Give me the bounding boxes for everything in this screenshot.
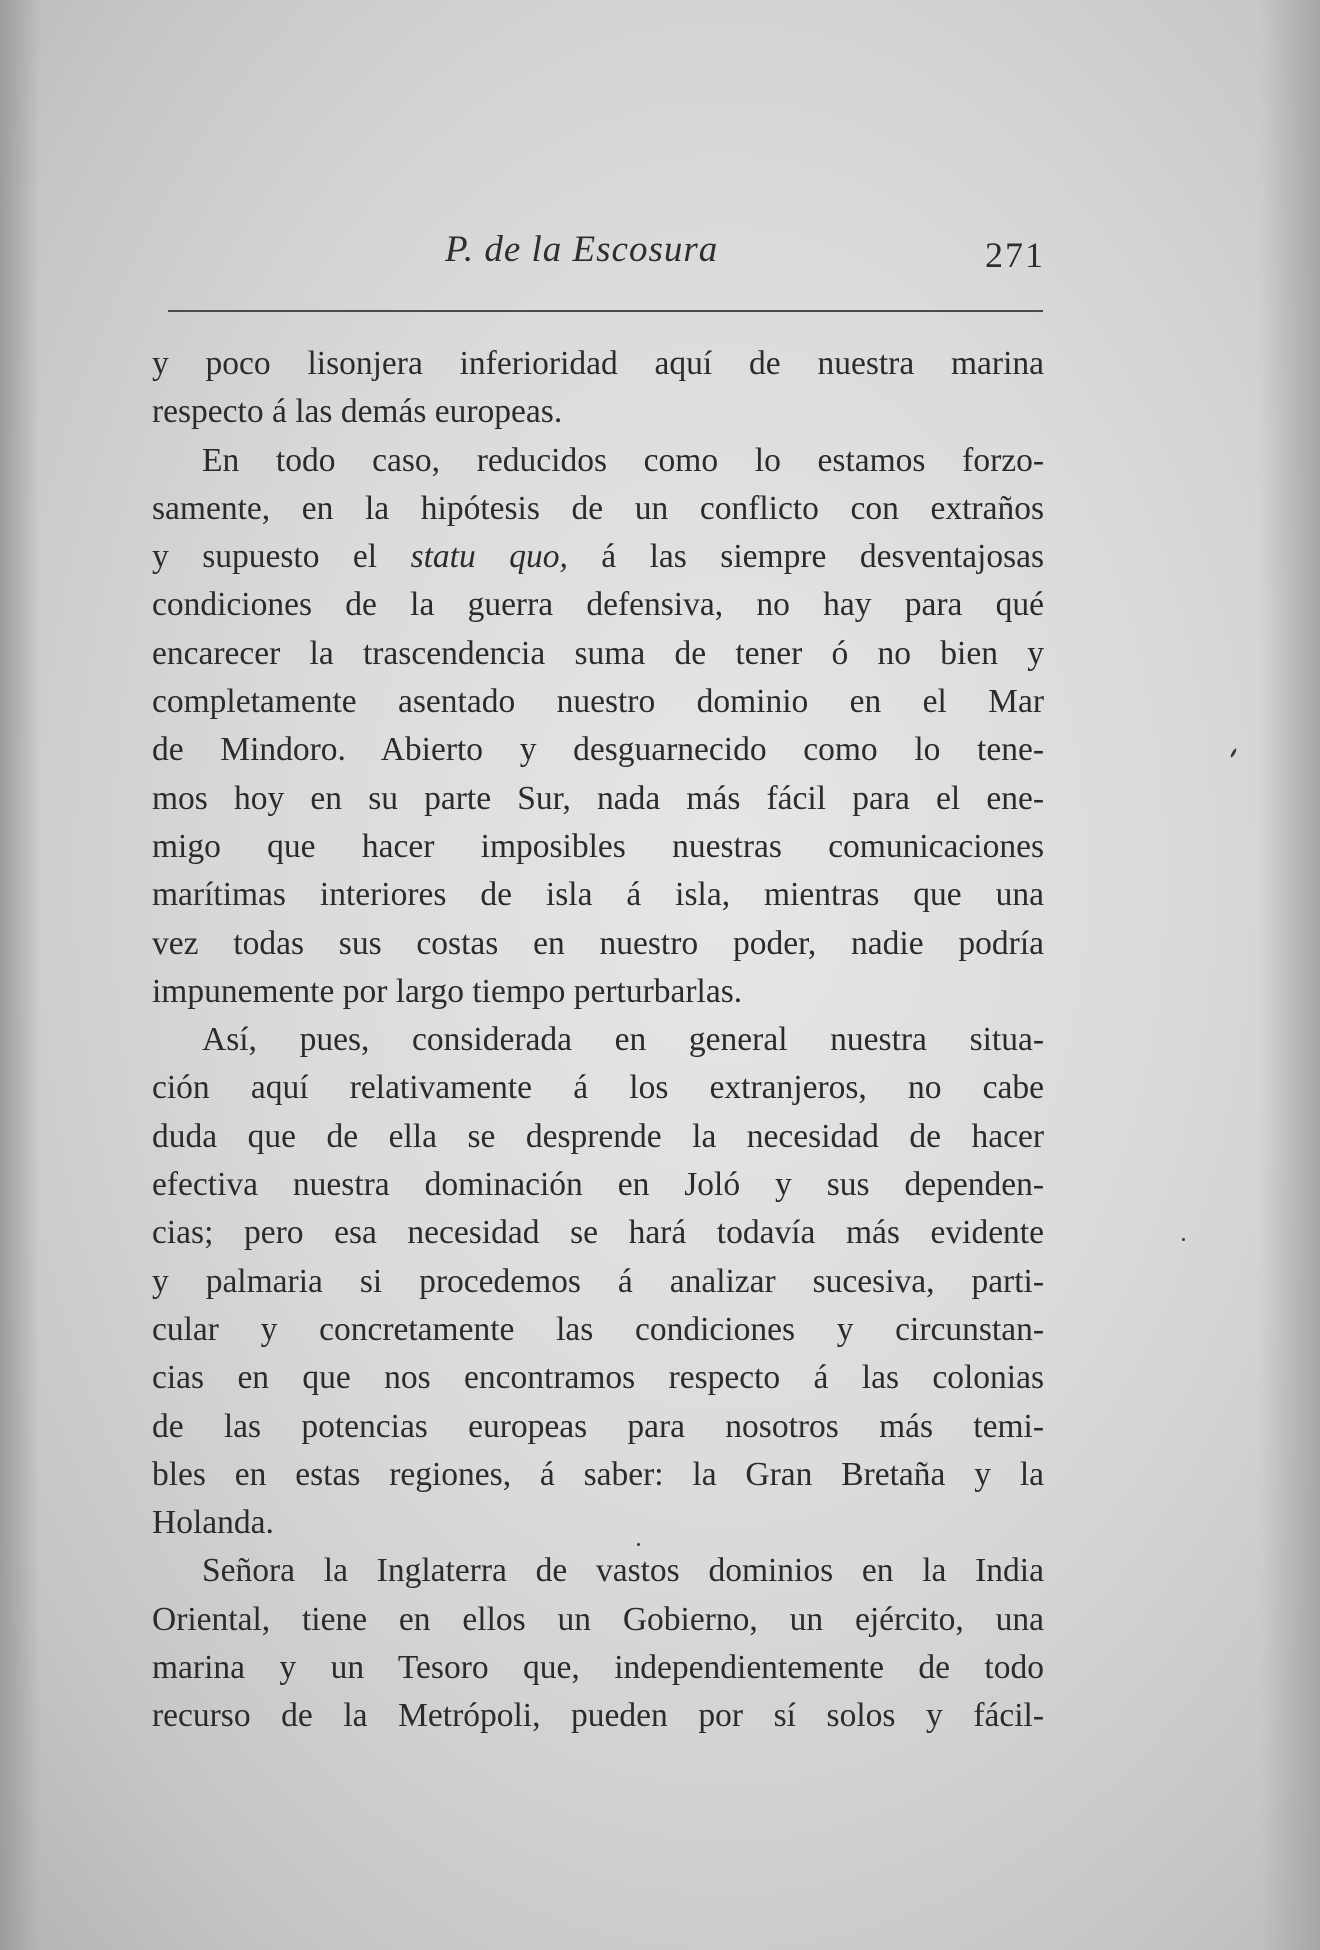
- text-line: Señora la Inglaterra de vastos dominios en la India: [202, 1552, 1044, 1590]
- italic-phrase: statu quo,: [410, 538, 568, 576]
- header-rule: [168, 310, 1043, 312]
- text-line: y poco lisonjera inferioridad aquí de nuestra marina: [152, 345, 1044, 382]
- text-segment: y supuesto el: [152, 538, 378, 576]
- text-line: bles en estas regiones, á saber: la Gran Bretaña y la: [152, 1455, 1044, 1493]
- text-line: ción aquí relativamente á los extranjeros, no cabe: [152, 1069, 1044, 1107]
- text-line: marina y un Tesoro que, independientemente de todo: [152, 1649, 1044, 1687]
- page-shadow-left: [0, 0, 40, 1950]
- text-line: Oriental, tiene en ellos un Gobierno, un ejército, una: [152, 1600, 1044, 1638]
- text-line: encarecer la trascendencia suma de tener ó no bien y: [152, 634, 1044, 672]
- running-header: [160, 228, 1045, 288]
- text-line: respecto á las demás europeas.: [152, 393, 563, 431]
- text-line: cias; pero esa necesidad se hará todavía más evidente: [152, 1214, 1044, 1252]
- text-line: Holanda.: [152, 1504, 274, 1542]
- text-line: cular y concretamente las condiciones y circunstan-: [152, 1310, 1044, 1348]
- text-line: completamente asentado nuestro dominio en el Mar: [152, 683, 1044, 721]
- text-line: vez todas sus costas en nuestro poder, nadie podría: [152, 924, 1044, 962]
- text-line: duda que de ella se desprende la necesidad de hacer: [152, 1117, 1044, 1155]
- text-line: y palmaria si procedemos á analizar sucesiva, parti-: [152, 1262, 1044, 1300]
- text-line-with-italic: [152, 533, 1044, 581]
- page-shadow-right: [1260, 0, 1320, 1950]
- text-line: condiciones de la guerra defensiva, no hay para qué: [152, 586, 1044, 624]
- ink-speck: [1230, 748, 1238, 758]
- text-line: efectiva nuestra dominación en Joló y sus dependen-: [152, 1166, 1044, 1204]
- text-line: recurso de la Metrópoli, pueden por sí solos y fácil-: [152, 1697, 1044, 1735]
- page-number: 271: [985, 235, 1045, 275]
- body-text: [152, 340, 1044, 1741]
- text-line: impunemente por largo tiempo perturbarlas.: [152, 972, 743, 1010]
- text-line: de Mindoro. Abierto y desguarnecido como lo tene-: [152, 731, 1044, 769]
- text-line: cias en que nos encontramos respecto á las colonias: [152, 1359, 1044, 1397]
- text-line: marítimas interiores de isla á isla, mientras que una: [152, 876, 1044, 914]
- ink-speck: [637, 1543, 640, 1546]
- text-line: de las potencias europeas para nosotros más temi-: [152, 1407, 1044, 1445]
- running-title: P. de la Escosura: [445, 229, 719, 270]
- text-line: mos hoy en su parte Sur, nada más fácil para el ene-: [152, 779, 1044, 817]
- text-segment: á las siempre desventajosas: [601, 538, 1045, 576]
- text-line: migo que hacer imposibles nuestras comunicaciones: [152, 827, 1044, 865]
- text-line: samente, en la hipótesis de un conflicto con extraños: [152, 489, 1044, 527]
- text-line: Así, pues, considerada en general nuestra situa-: [202, 1021, 1044, 1059]
- ink-speck: [1182, 1238, 1185, 1241]
- text-line: En todo caso, reducidos como lo estamos forzo-: [202, 441, 1044, 479]
